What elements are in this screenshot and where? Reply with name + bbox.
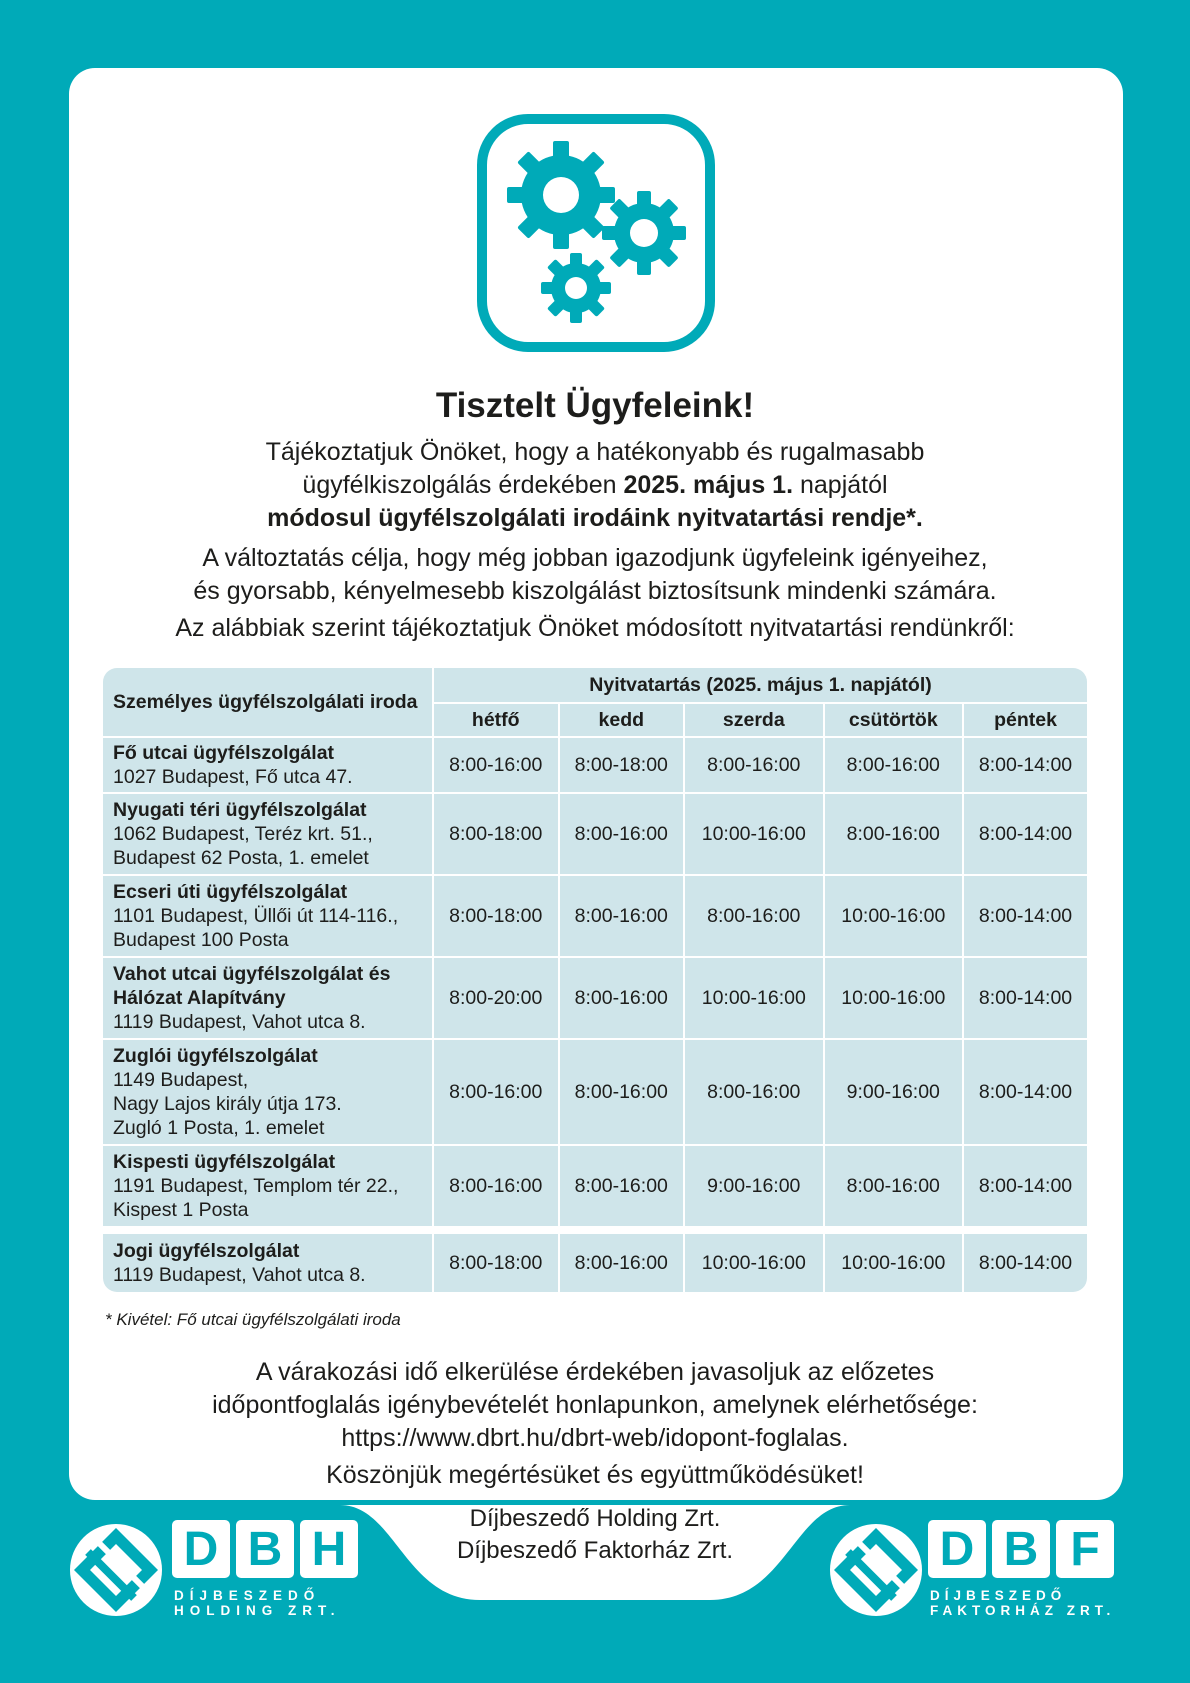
hours-cell: 10:00-16:00 [825, 958, 965, 1040]
hours-cell: 8:00-16:00 [434, 1146, 560, 1228]
intro-line-1: Tájékoztatjuk Önöket, hogy a hatékonyabb és rugalmasabb [265, 438, 925, 466]
office-cell [103, 1040, 434, 1146]
hours-cell: 8:00-14:00 [964, 794, 1087, 876]
hours-cell: 8:00-14:00 [964, 958, 1087, 1040]
hours-cell: 10:00-16:00 [685, 794, 825, 876]
hours-cell: 8:00-16:00 [825, 1146, 965, 1228]
dbh-letters [172, 1520, 358, 1578]
office-address: Kispest 1 Posta [113, 1199, 249, 1221]
hours-cell: 9:00-16:00 [825, 1040, 965, 1146]
hours-cell: 8:00-16:00 [560, 958, 686, 1040]
logo-letter: D [172, 1520, 230, 1578]
booking-line-1: A várakozási idő elkerülése érdekében javasoljuk az előzetes [255, 1358, 935, 1386]
purpose-paragraph [0, 542, 1190, 608]
office-cell [103, 1146, 434, 1228]
office-cell [103, 876, 434, 958]
table-row [103, 958, 1087, 1040]
dbh-subtitle: DÍJBESZEDŐ HOLDING ZRT. [174, 1588, 341, 1618]
office-cell [103, 794, 434, 876]
office-cell [103, 1234, 434, 1292]
dbh-logo-mark-icon [68, 1522, 164, 1618]
table-row [103, 1146, 1087, 1228]
purpose-line-2: és gyorsabb, kényelmesebb kiszolgálást biztosítsunk mindenki számára. [193, 577, 997, 605]
hours-cell: 10:00-16:00 [685, 1234, 825, 1292]
office-address: Budapest 62 Posta, 1. emelet [113, 847, 369, 869]
office-cell [103, 738, 434, 794]
hours-cell: 8:00-16:00 [685, 876, 825, 958]
hours-cell: 9:00-16:00 [685, 1146, 825, 1228]
office-address: Zugló 1 Posta, 1. emelet [113, 1117, 325, 1139]
office-name: Kispesti ügyfélszolgálat [113, 1151, 336, 1173]
office-address: 1027 Budapest, Fő utca 47. [113, 766, 353, 788]
dbf-letters [928, 1520, 1114, 1578]
office-address: 1149 Budapest, [113, 1069, 249, 1091]
hours-cell: 8:00-14:00 [964, 876, 1087, 958]
hours-cell: 10:00-16:00 [825, 876, 965, 958]
office-name: Vahot utcai ügyfélszolgálat és [113, 963, 391, 985]
table-row [103, 1234, 1087, 1292]
footnote: * Kivétel: Fő utcai ügyfélszolgálati iroda [105, 1310, 401, 1329]
logo-letter: D [928, 1520, 986, 1578]
hours-cell: 8:00-14:00 [964, 1146, 1087, 1228]
hours-cell: 8:00-18:00 [560, 738, 686, 794]
hours-cell: 8:00-14:00 [964, 1040, 1087, 1146]
office-column-header: Személyes ügyfélszolgálati iroda [103, 668, 434, 738]
table-row [103, 738, 1087, 794]
hours-cell: 8:00-18:00 [434, 794, 560, 876]
office-name: Fő utcai ügyfélszolgálat [113, 742, 335, 764]
day-header: kedd [560, 704, 686, 738]
hours-cell: 8:00-16:00 [560, 1040, 686, 1146]
logo-letter: F [1056, 1520, 1114, 1578]
company-name: Díjbeszedő Holding Zrt. [469, 1505, 721, 1532]
hours-cell: 10:00-16:00 [685, 958, 825, 1040]
office-name: Ecseri úti ügyfélszolgálat [113, 881, 348, 903]
day-header: péntek [964, 704, 1087, 738]
office-name: Jogi ügyfélszolgálat [113, 1240, 300, 1262]
office-address: 1119 Budapest, Vahot utca 8. [113, 1011, 366, 1033]
hours-cell: 10:00-16:00 [825, 1234, 965, 1292]
hours-cell: 8:00-18:00 [434, 1234, 560, 1292]
office-address: 1062 Budapest, Teréz krt. 51., [113, 823, 373, 845]
table-row [103, 876, 1087, 958]
page-title: Tisztelt Ügyfeleink! [435, 386, 755, 425]
logo-letter: B [992, 1520, 1050, 1578]
intro-line-2: ügyfélkiszolgálás érdekében 2025. május 1. napjától [302, 471, 888, 499]
office-address: Nagy Lajos király útja 173. [113, 1093, 342, 1115]
table-row [103, 1040, 1087, 1146]
office-address: Budapest 100 Posta [113, 929, 289, 951]
office-address: 1191 Budapest, Templom tér 22., [113, 1175, 399, 1197]
office-address: 1119 Budapest, Vahot utca 8. [113, 1264, 366, 1286]
booking-url[interactable]: https://www.dbrt.hu/dbrt-web/idopont-foglalas. [341, 1424, 849, 1452]
intro-paragraph [0, 436, 1190, 535]
hours-cell: 8:00-16:00 [825, 738, 965, 794]
hours-column-header: Nyitvatartás (2025. május 1. napjától) [434, 668, 1087, 704]
hours-cell: 8:00-16:00 [560, 1234, 686, 1292]
hours-cell: 8:00-14:00 [964, 1234, 1087, 1292]
hours-cell: 8:00-16:00 [560, 876, 686, 958]
day-header: szerda [685, 704, 825, 738]
hours-cell: 8:00-16:00 [434, 1040, 560, 1146]
hours-cell: 8:00-16:00 [560, 1146, 686, 1228]
office-name: Zuglói ügyfélszolgálat [113, 1045, 318, 1067]
booking-line-2: időpontfoglalás igénybevételét honlapunkon, amelynek elérhetősége: [212, 1391, 978, 1419]
hours-cell: 8:00-16:00 [685, 738, 825, 794]
dbf-logo-mark-icon [828, 1522, 924, 1618]
table-row [103, 794, 1087, 876]
office-name: Nyugati téri ügyfélszolgálat [113, 799, 367, 821]
hours-cell: 8:00-18:00 [434, 876, 560, 958]
day-header: hétfő [434, 704, 560, 738]
dbf-subtitle: DÍJBESZEDŐ FAKTORHÁZ ZRT. [930, 1588, 1116, 1618]
hours-cell: 8:00-14:00 [964, 738, 1087, 794]
office-cell [103, 958, 434, 1040]
lead-text: Az alábbiak szerint tájékoztatjuk Önöket módosított nyitvatartási rendünkről: [175, 614, 1015, 642]
purpose-line-1: A változtatás célja, hogy még jobban igazodjunk ügyfeleink igényeihez, [202, 544, 988, 572]
intro-line-3: módosul ügyfélszolgálati irodáink nyitvatartási rendje*. [267, 504, 923, 532]
day-header: csütörtök [825, 704, 965, 738]
hours-cell: 8:00-16:00 [825, 794, 965, 876]
hours-cell: 8:00-20:00 [434, 958, 560, 1040]
logo-letter: H [300, 1520, 358, 1578]
logo-letter: B [236, 1520, 294, 1578]
hours-cell: 8:00-16:00 [685, 1040, 825, 1146]
company-name: Díjbeszedő Faktorház Zrt. [456, 1537, 734, 1564]
thanks-text: Köszönjük megértésüket és együttműködésüket! [326, 1461, 864, 1489]
hours-cell: 8:00-16:00 [434, 738, 560, 794]
gears-icon [476, 113, 716, 353]
hours-cell: 8:00-16:00 [560, 794, 686, 876]
opening-hours-table [103, 668, 1087, 1292]
office-name-2: Hálózat Alapítvány [113, 987, 286, 1009]
office-address: 1101 Budapest, Üllői út 114-116., [113, 905, 399, 927]
booking-paragraph [0, 1356, 1190, 1455]
